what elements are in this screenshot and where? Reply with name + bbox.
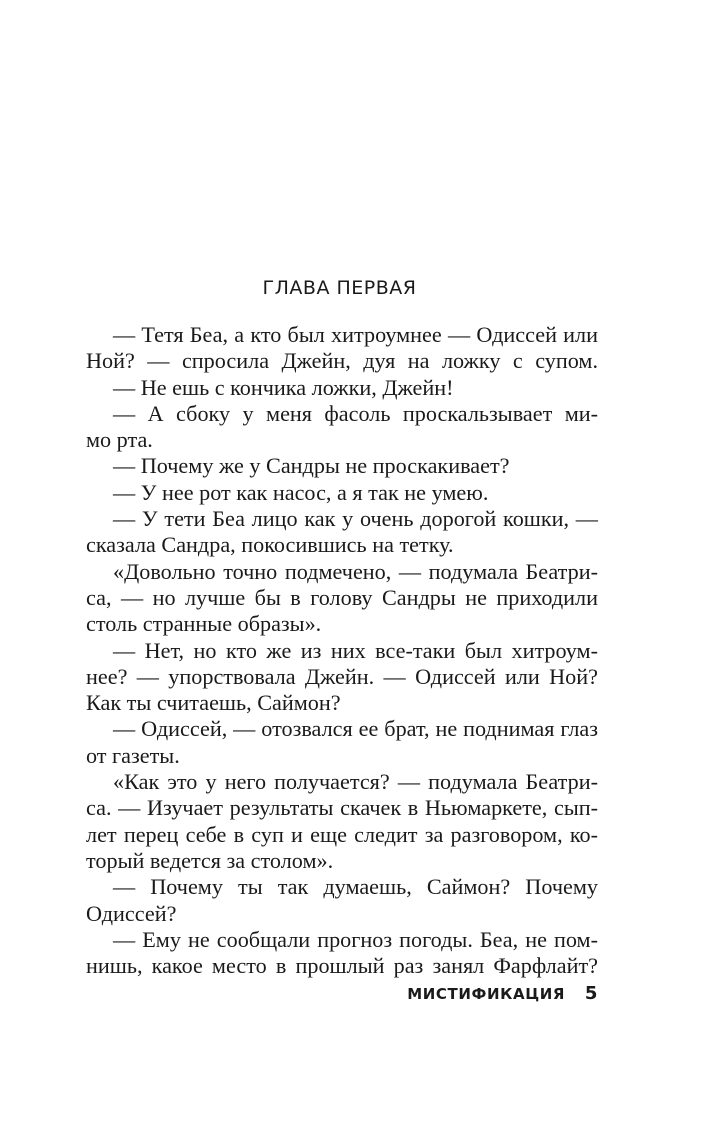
text-line: — Нет, но кто же из них все-таки был хитроум- bbox=[113, 637, 598, 663]
running-title: МИСТИФИКАЦИЯ bbox=[407, 985, 566, 1003]
text-line: — А сбоку у меня фасоль проскальзывает ми- bbox=[113, 400, 598, 426]
text-line: нее? — упорствовала Джейн. — Одиссей или Ной? bbox=[86, 663, 598, 689]
body-text bbox=[86, 322, 598, 979]
page-number: 5 bbox=[584, 983, 598, 1004]
text-line: сказала Сандра, покосившись на тетку. bbox=[86, 532, 454, 558]
text-line: «Как это у него получается? — подумала Беатри- bbox=[113, 769, 598, 795]
text-line: — Ему не сообщали прогноз погоды. Беа, не пом- bbox=[113, 926, 598, 952]
text-line: са, — но лучше бы в голову Сандры не приходили bbox=[86, 584, 598, 610]
text-line: са. — Изучает результаты скачек в Ньюмаркете, сып- bbox=[86, 795, 598, 821]
text-line: — Тетя Беа, а кто был хитроумнее — Одиссей или bbox=[113, 322, 598, 347]
text-line: торый ведется за столом». bbox=[86, 847, 334, 873]
text-line: — Почему же у Сандры не проскакивает? bbox=[113, 453, 510, 479]
text-line: Как ты считаешь, Саймон? bbox=[86, 690, 341, 716]
chapter-title: ГЛАВА ПЕРВАЯ bbox=[262, 277, 417, 299]
text-line: «Довольно точно подмечено, — подумала Беатри- bbox=[113, 558, 598, 584]
text-line: от газеты. bbox=[86, 742, 180, 768]
text-line: лет перец себе в суп и еще следит за разговором, ко- bbox=[86, 821, 598, 847]
text-line: нишь, какое место в прошлый раз занял Фарфлайт? bbox=[86, 953, 598, 979]
text-line: Одиссей? bbox=[86, 900, 177, 926]
text-line: — У нее рот как насос, а я так не умею. bbox=[113, 479, 489, 505]
text-line: Ной? — спросила Джейн, дуя на ложку с супом. bbox=[86, 348, 598, 374]
text-line: — Не ешь с кончика ложки, Джейн! bbox=[113, 374, 454, 400]
text-line: — Одиссей, — отозвался ее брат, не поднимая глаз bbox=[113, 716, 598, 742]
text-line: столь странные образы». bbox=[86, 611, 322, 637]
page-footer bbox=[407, 983, 598, 1005]
text-line: — Почему ты так думаешь, Саймон? Почему bbox=[113, 874, 598, 900]
text-line: — У тети Беа лицо как у очень дорогой кошки, — bbox=[113, 506, 598, 532]
text-line: мо рта. bbox=[86, 427, 153, 453]
